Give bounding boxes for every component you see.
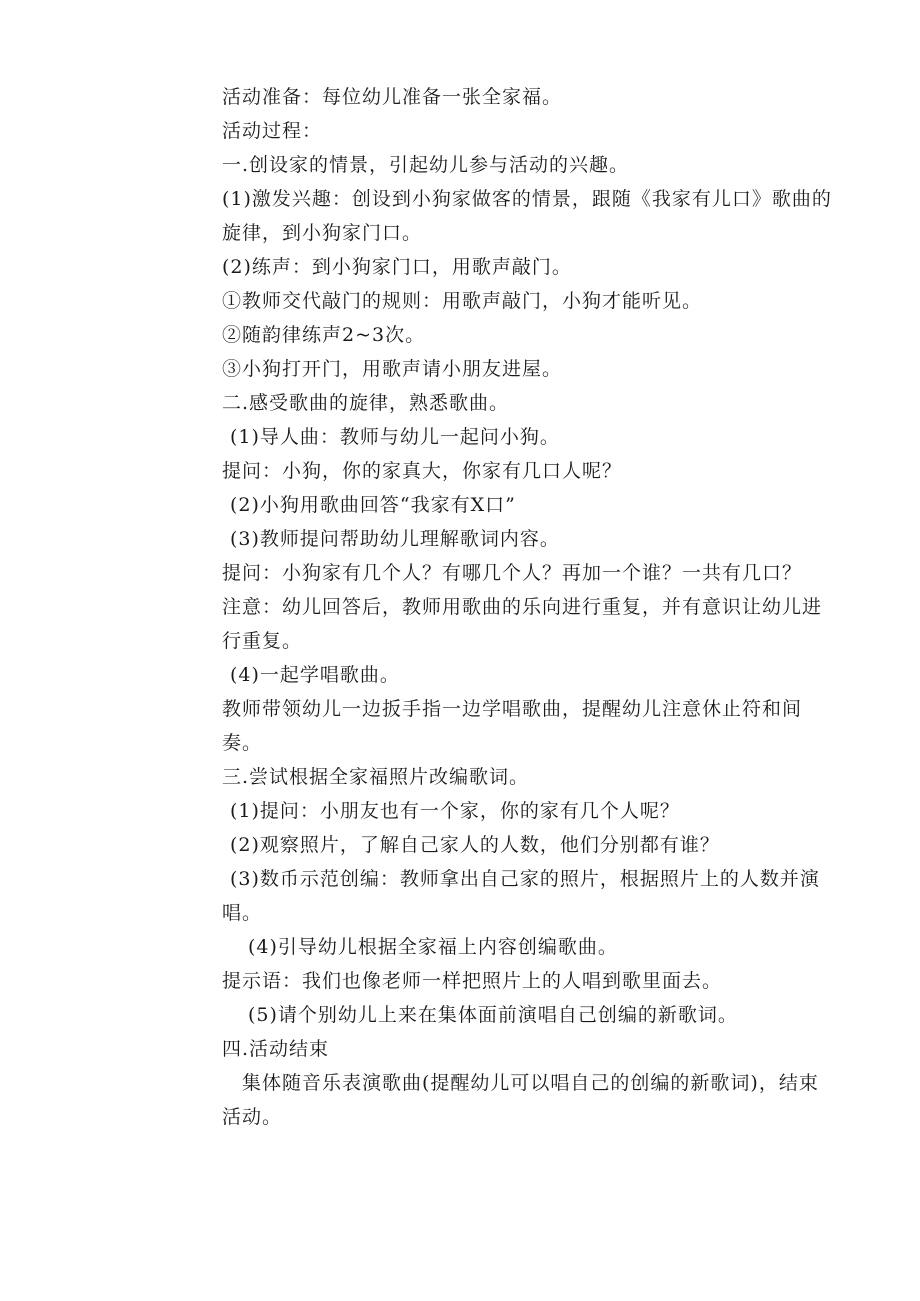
paragraph-line: (4)引导幼儿根据全家福上内容创编歌曲。 (248, 936, 618, 958)
paragraph-line: 提示语：我们也像老师一样把照片上的人唱到歌里面去。 (222, 970, 723, 992)
paragraph-line: 奏。 (222, 732, 263, 754)
paragraph-line: ②随韵律练声2~3次。 (222, 324, 426, 346)
paragraph-line: (5)请个别幼儿上来在集体面前演唱自己创编的新歌词。 (248, 1004, 738, 1026)
paragraph-line: 唱。 (222, 902, 263, 924)
paragraph-line: (3)数币示范创编：教师拿出自己家的照片，根据照片上的人数并演 (230, 868, 820, 890)
paragraph-line: ③小狗打开门，用歌声请小朋友进屋。 (222, 358, 563, 380)
paragraph-line: (1)激发兴趣：创设到小狗家做客的情景，跟随《我家有儿口》歌曲的 (222, 188, 832, 210)
section-2-heading: 二.感受歌曲的旋律，熟悉歌曲。 (222, 392, 510, 414)
paragraph-line: ①教师交代敲门的规则：用歌声敲门，小狗才能听见。 (222, 290, 703, 312)
paragraph-line: (2)练声：到小狗家门口，用歌声敲门。 (222, 256, 572, 278)
paragraph-line: 活动。 (222, 1106, 283, 1128)
paragraph-line: 教师带领幼儿一边扳手指一边学唱歌曲，提醒幼儿注意休止符和间 (222, 698, 803, 720)
section-3-heading: 三.尝试根据全家福照片改编歌词。 (222, 766, 530, 788)
paragraph-line: (2)小狗用歌曲回答“我家有X口” (230, 494, 516, 516)
activity-preparation: 活动准备：每位幼儿准备一张全家福。 (222, 86, 563, 108)
section-4-heading: 四.活动结束 (222, 1038, 330, 1060)
paragraph-line: (1)导人曲：教师与幼儿一起问小狗。 (230, 426, 560, 448)
paragraph-line: 注意：幼儿回答后，教师用歌曲的乐向进行重复，并有意识让幼儿进 (222, 596, 823, 618)
activity-process-heading: 活动过程： (222, 120, 323, 142)
paragraph-line: 集体随音乐表演歌曲(提醒幼儿可以唱自己的创编的新歌词)，结束 (242, 1072, 819, 1094)
section-1-heading: 一.创设家的情景，引起幼儿参与活动的兴趣。 (222, 154, 630, 176)
paragraph-line: 提问：小狗，你的家真大，你家有几口人呢？ (222, 460, 623, 482)
paragraph-line: 提问：小狗家有几个人？有哪几个人？再加一个谁？一共有几口？ (222, 562, 803, 584)
paragraph-line: 行重复。 (222, 630, 303, 652)
paragraph-line: (2)观察照片，了解自己家人的人数，他们分别都有谁？ (230, 834, 720, 856)
paragraph-line: (1)提问：小朋友也有一个家，你的家有几个人呢？ (230, 800, 680, 822)
paragraph-line: 旋律，到小狗家门口。 (222, 222, 423, 244)
paragraph-line: (4)一起学唱歌曲。 (230, 664, 400, 686)
document-body (222, 80, 862, 1134)
paragraph-line: (3)教师提问帮助幼儿理解歌词内容。 (230, 528, 560, 550)
